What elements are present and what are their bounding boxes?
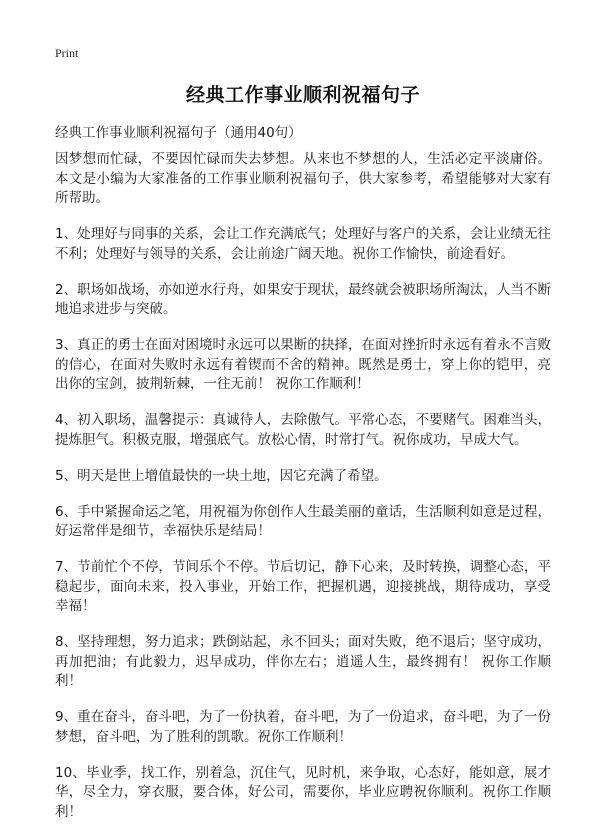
document-body [55, 150, 551, 839]
list-item: 8、坚持理想，努力追求；跌倒站起，永不回头；面对失败，绝不退后；坚守成功，再加把油；有此毅力，迟早成功，伴你左右；逍遥人生，最终拥有！ 祝你工作顺利！ [55, 634, 551, 689]
print-label: Print [55, 46, 79, 60]
list-item: 6、手中紧握命运之笔，用祝福为你创作人生最美丽的童话，生活顺利如意是过程，好运常伴是细节，幸福快乐是结局！ [55, 503, 551, 539]
document-title: 经典工作事业顺利祝福句子 [185, 84, 420, 106]
list-item: 3、真正的勇士在面对困境时永远可以果断的抉择，在面对挫折时永远有着永不言败的信心，在面对失败时永远有着锲而不舍的精神。既然是勇士，穿上你的铠甲，亮出你的宝剑，披荆斩棘，一往无前！ 祝你工作顺利！ [55, 337, 551, 392]
list-item: 5、明天是世上增值最快的一块土地，因它充满了希望。 [55, 467, 388, 484]
list-item: 7、节前忙个不停，节间乐个不停。节后切记，静下心来，及时转换，调整心态，平稳起步，面向未来，投入事业，开始工作，把握机遇，迎接挑战，期待成功，享受幸福！ [55, 559, 551, 614]
list-item: 2、职场如战场，亦如逆水行舟，如果安于现状，最终就会被职场所淘汰，人当不断地追求进步与突破。 [55, 281, 551, 317]
list-item: 10、毕业季，找工作，别着急，沉住气，见时机，来争取，心态好，能如意，展才华，尽全力，穿衣服，要合体，好公司，需要你，毕业应聘祝你顺利。祝你工作顺利！ [55, 764, 551, 820]
intro-paragraph: 因梦想而忙碌，不要因忙碌而失去梦想。从来也不梦想的人，生活必定平淡庸俗。本文是小编为大家准备的工作事业顺利祝福句子，供大家参考，希望能够对大家有所帮助。 [55, 151, 551, 206]
list-item: 1、处理好与同事的关系，会让工作充满底气；处理好与客户的关系，会让业绩无往不利；处理好与领导的关系，会让前途广阔天地。祝你工作愉快，前途看好。 [55, 226, 551, 262]
list-item: 4、初入职场，温馨提示：真诚待人，去除傲气。平常心态，不要赌气。困难当头，提炼胆气。积极克服，增强底气。放松心情，时常打气。祝你成功，早成大气。 [55, 412, 551, 448]
document-subtitle: 经典工作事业顺利祝福句子（通用40句） [55, 125, 302, 141]
list-item: 9、重在奋斗，奋斗吧，为了一份执着，奋斗吧，为了一份追求，奋斗吧，为了一份梦想，奋斗吧，为了胜利的凯歌。祝你工作顺利！ [55, 709, 551, 745]
